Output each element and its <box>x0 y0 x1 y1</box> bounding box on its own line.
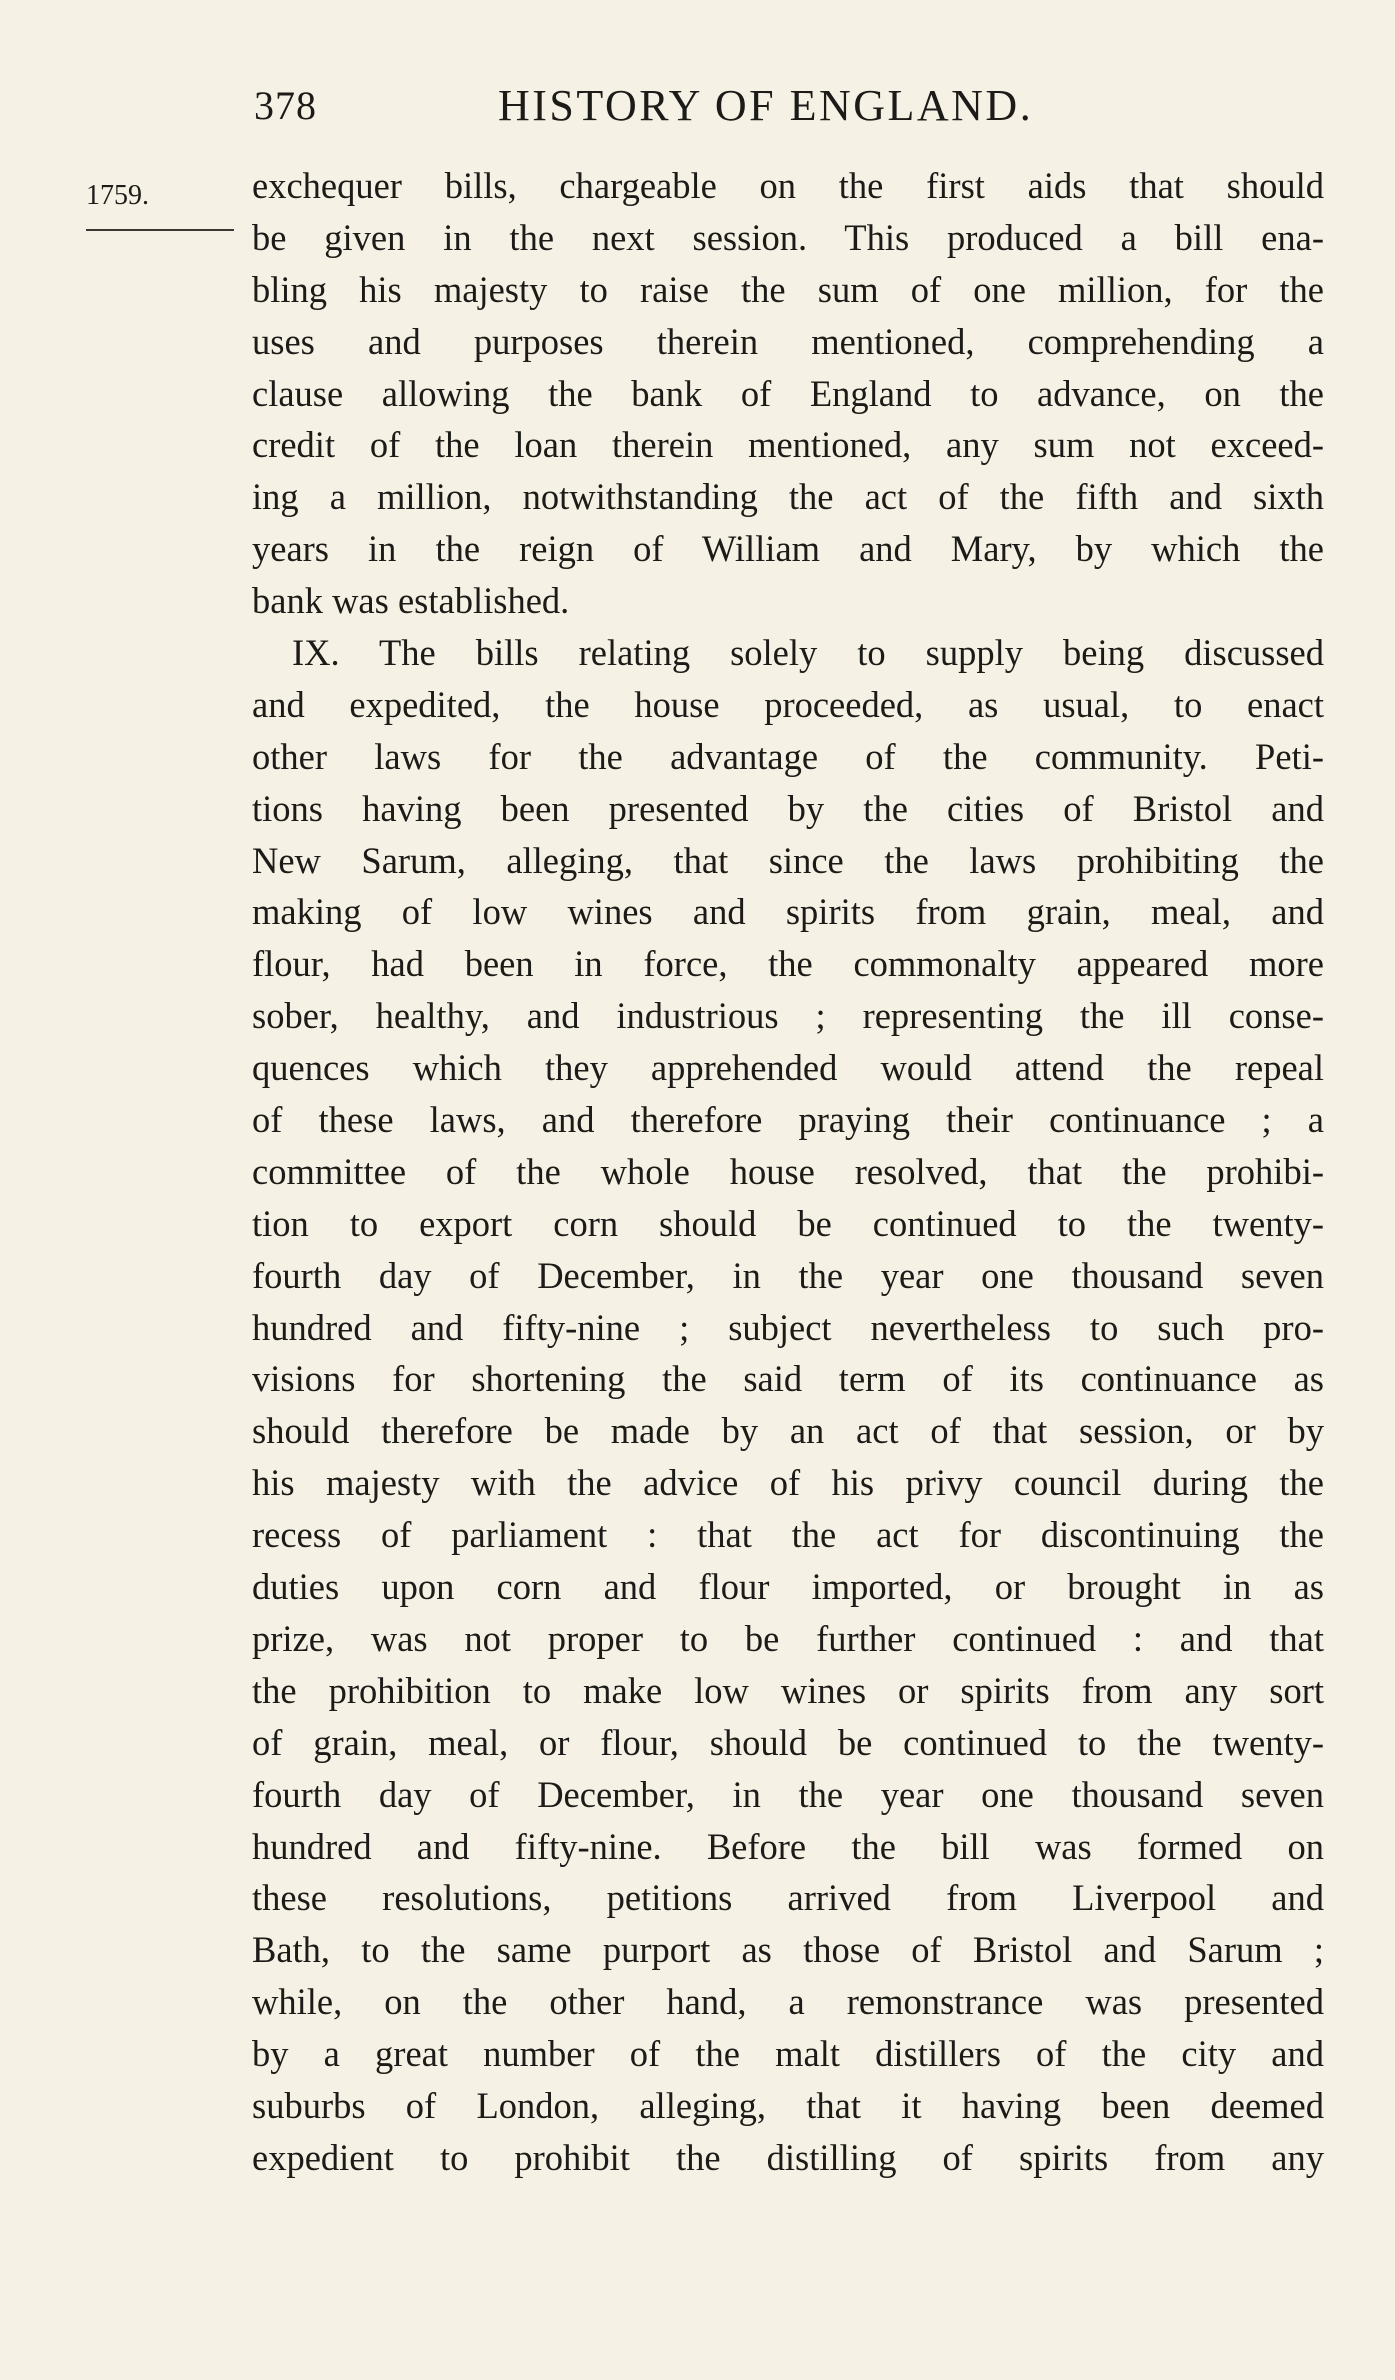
text-line: these resolutions, petitions arrived from Liverpool and <box>252 1877 1324 1919</box>
text-line: other laws for the advantage of the community. Peti- <box>252 735 1324 777</box>
text-line: the prohibition to make low wines or spirits from any sort <box>252 1669 1324 1711</box>
text-line: committee of the whole house resolved, that the prohibi- <box>252 1150 1324 1192</box>
text-line: exchequer bills, chargeable on the first aids that should <box>252 165 1324 206</box>
text-line: clause allowing the bank of England to advance, on the <box>252 372 1324 414</box>
text-line: sober, healthy, and industrious ; representing the ill conse- <box>252 995 1324 1037</box>
text-line: ing a million, notwithstanding the act of the fifth and sixth <box>252 476 1324 518</box>
margin-year: 1759. <box>86 180 149 211</box>
text-line: bling his majesty to raise the sum of one million, for the <box>252 268 1324 310</box>
running-title: HISTORY OF ENGLAND. <box>498 81 1034 130</box>
body-text <box>252 160 1324 2184</box>
text-line: quences which they apprehended would attend the repeal <box>252 1047 1324 1089</box>
text-line: credit of the loan therein mentioned, any sum not exceed- <box>252 424 1324 466</box>
paragraph-start-line: IX. The bills relating solely to supply being discussed <box>292 632 1324 674</box>
text-line: years in the reign of William and Mary, by which the <box>252 528 1324 570</box>
text-line: prize, was not proper to be further continued : and that <box>252 1617 1324 1659</box>
text-line: of these laws, and therefore praying their continuance ; a <box>252 1099 1324 1141</box>
text-line: should therefore be made by an act of that session, or by <box>252 1410 1324 1452</box>
text-line: tions having been presented by the cities of Bristol and <box>252 787 1324 829</box>
text-line: flour, had been in force, the commonalty appeared more <box>252 943 1324 985</box>
margin-rule <box>86 229 234 231</box>
text-line: while, on the other hand, a remonstrance was presented <box>252 1981 1324 2023</box>
text-line: of grain, meal, or flour, should be continued to the twenty- <box>252 1721 1324 1763</box>
text-line: recess of parliament : that the act for discontinuing the <box>252 1514 1324 1556</box>
text-line: making of low wines and spirits from grain, meal, and <box>252 891 1324 933</box>
text-line: fourth day of December, in the year one thousand seven <box>252 1254 1324 1296</box>
text-line: and expedited, the house proceeded, as usual, to enact <box>252 683 1324 725</box>
text-line: hundred and fifty-nine. Before the bill was formed on <box>252 1825 1324 1867</box>
text-line: his majesty with the advice of his privy council during the <box>252 1462 1324 1504</box>
text-line: uses and purposes therein mentioned, comprehending a <box>252 320 1324 362</box>
text-line: hundred and fifty-nine ; subject nevertheless to such pro- <box>252 1306 1324 1348</box>
text-line: expedient to prohibit the distilling of spirits from any <box>252 2136 1324 2178</box>
text-line: tion to export corn should be continued to the twenty- <box>252 1202 1324 1244</box>
text-line: bank was established. <box>252 580 570 622</box>
text-line: fourth day of December, in the year one thousand seven <box>252 1773 1324 1815</box>
text-line: New Sarum, alleging, that since the laws prohibiting the <box>252 839 1324 881</box>
text-line: duties upon corn and flour imported, or brought in as <box>252 1566 1324 1608</box>
page-number: 378 <box>254 83 317 128</box>
text-line: Bath, to the same purport as those of Bristol and Sarum ; <box>252 1929 1324 1971</box>
text-line: be given in the next session. This produced a bill ena- <box>252 216 1324 258</box>
text-line: suburbs of London, alleging, that it having been deemed <box>252 2084 1324 2126</box>
text-line: by a great number of the malt distillers of the city and <box>252 2033 1324 2075</box>
text-line: visions for shortening the said term of its continuance as <box>252 1358 1324 1400</box>
